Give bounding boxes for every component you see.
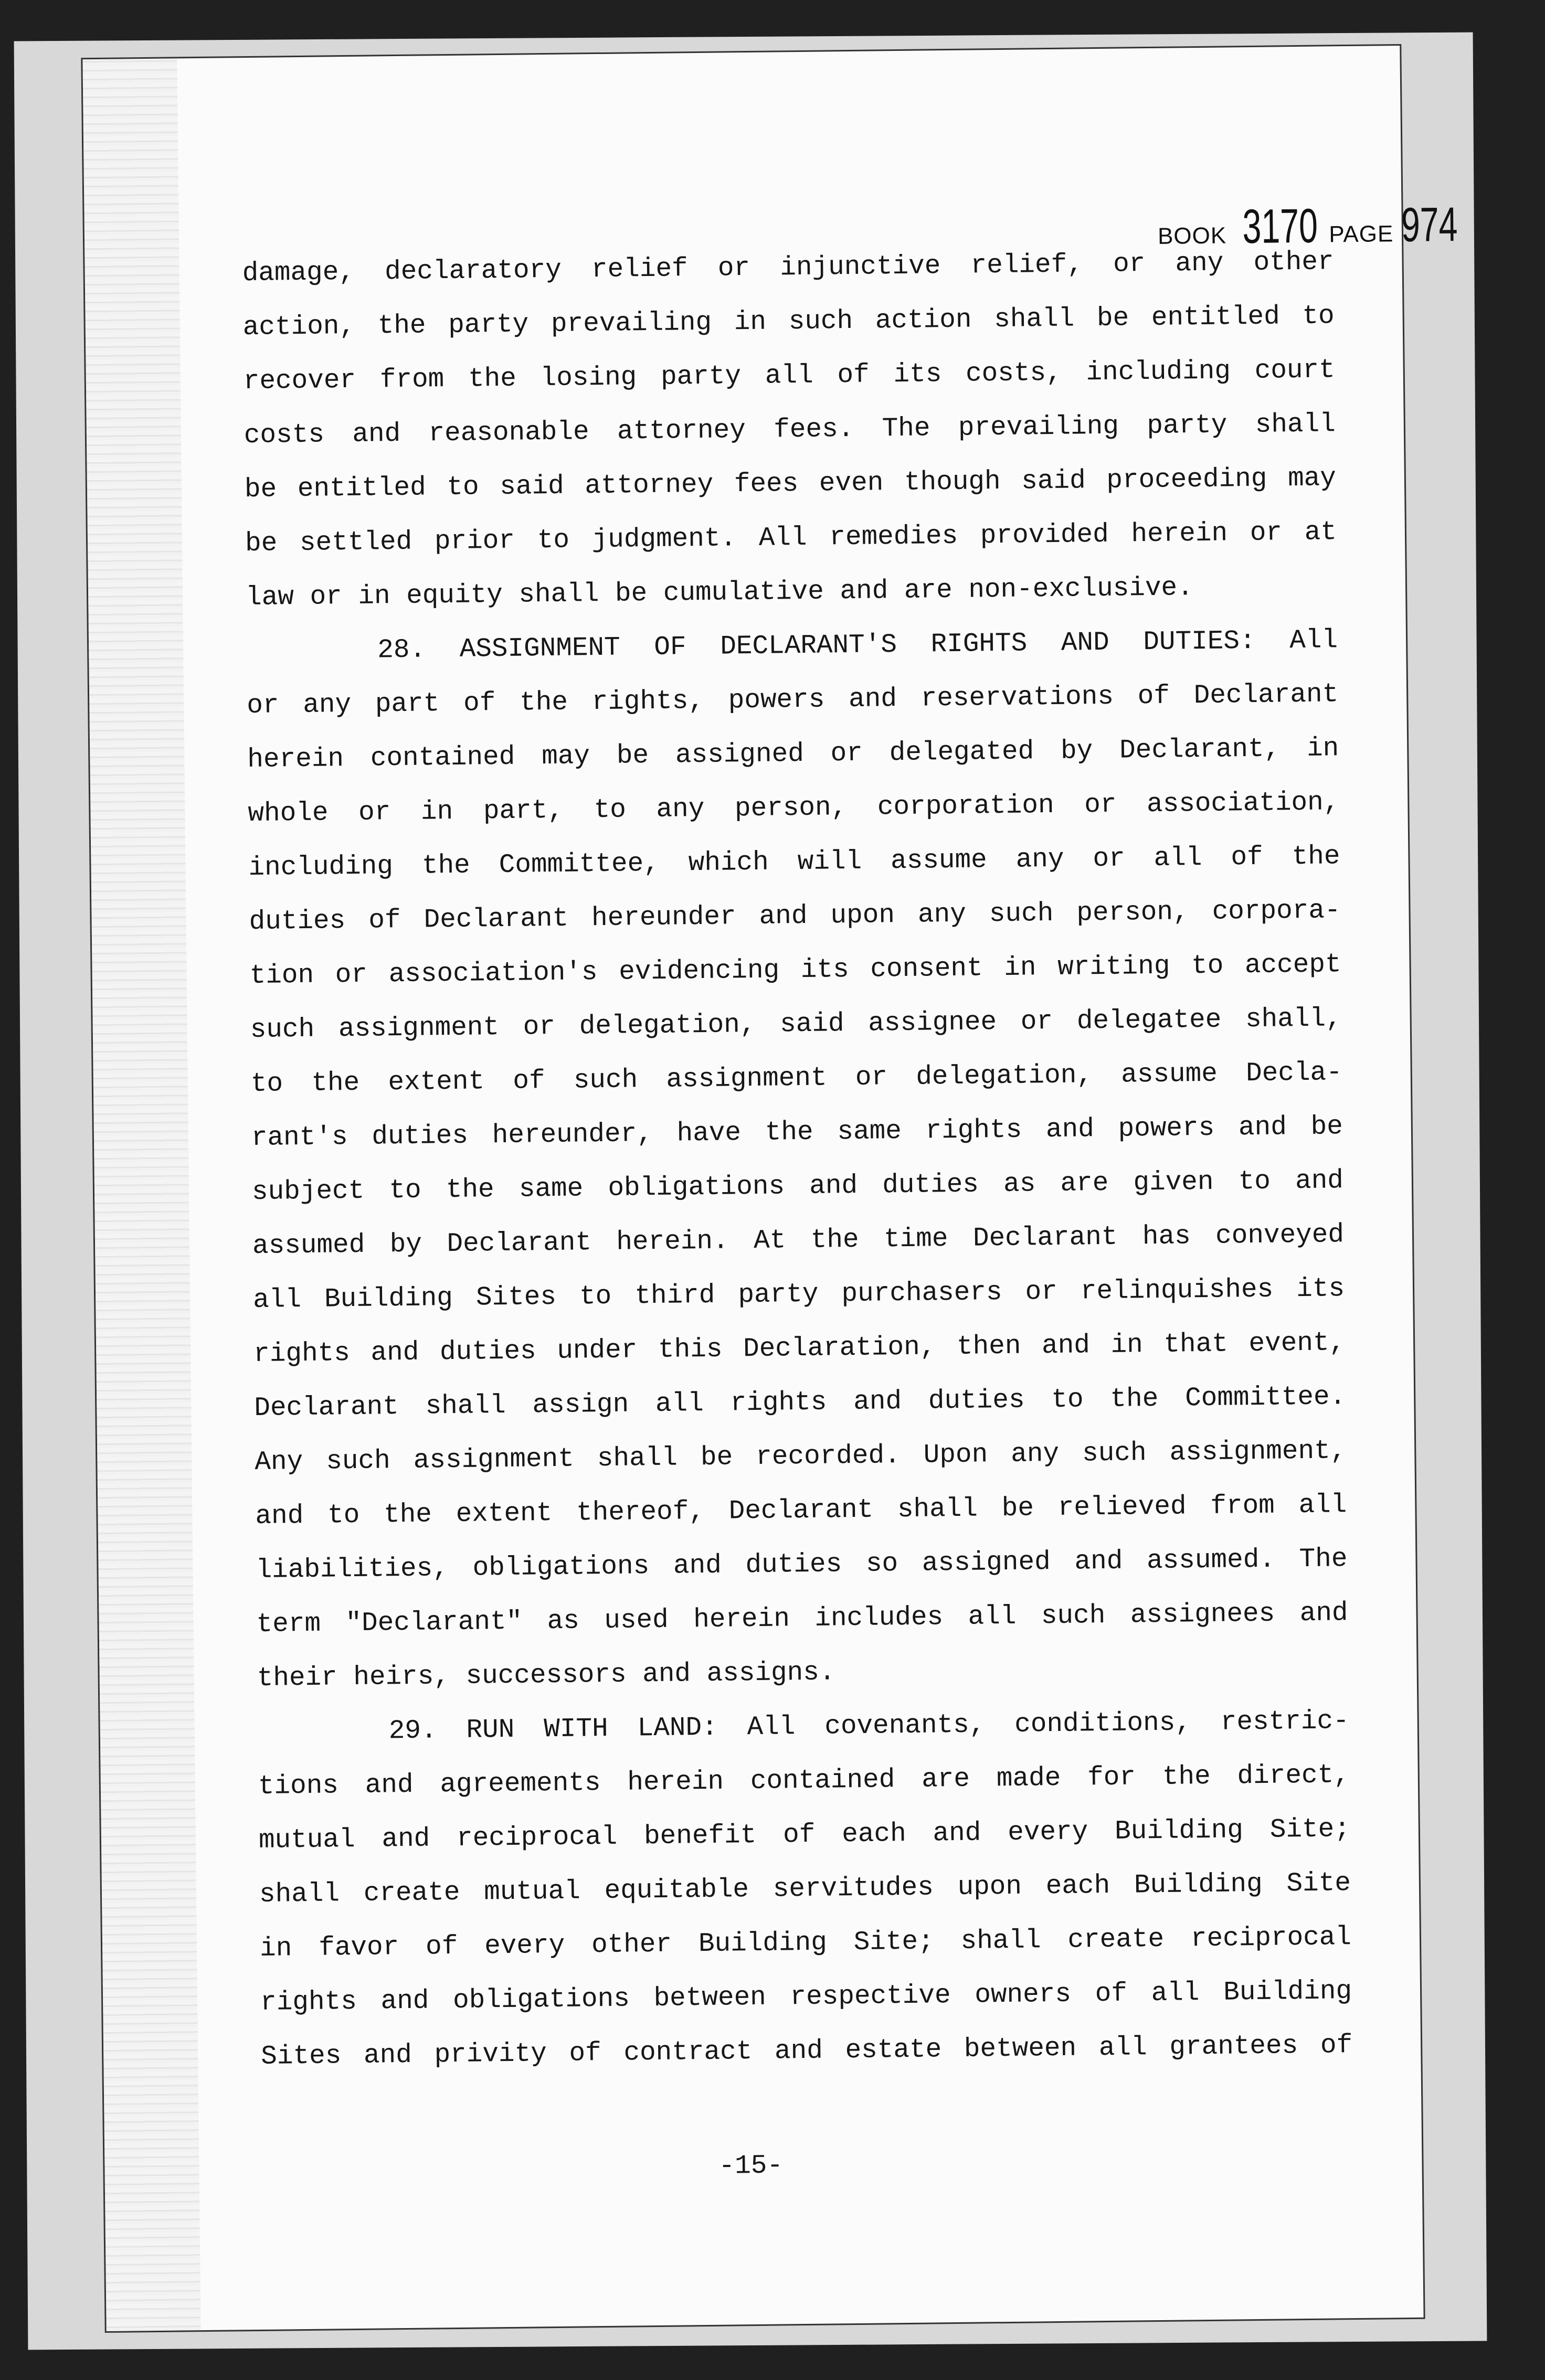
- text-line: tion or association's evidencing its consent in writing to accept: [249, 950, 1341, 992]
- page-number: 974: [1401, 197, 1458, 252]
- text-line: Declarant shall assign all rights and duties to the Committee.: [254, 1382, 1346, 1423]
- text-line: Sites and privity of contract and estate between all grantees of: [260, 2031, 1353, 2072]
- text-line: their heirs, successors and assigns.: [257, 1658, 835, 1694]
- text-line: shall create mutual equitable servitudes upon each Building Site: [259, 1868, 1351, 1910]
- book-label: BOOK: [1157, 222, 1227, 249]
- text-line: such assignment or delegation, said assignee or delegatee shall,: [250, 1004, 1342, 1046]
- text-line: rant's duties hereunder, have the same rights and powers and be: [251, 1112, 1343, 1154]
- book-number: 3170: [1242, 199, 1318, 254]
- text-line: mutual and reciprocal benefit of each and every Building Site;: [258, 1814, 1351, 1856]
- text-line: including the Committee, which will assume any or all of the: [248, 842, 1340, 884]
- text-line: rights and duties under this Declaration, then and in that event,: [253, 1328, 1346, 1369]
- text-line: action, the party prevailing in such action shall be entitled to: [242, 301, 1335, 343]
- text-line: tions and agreements herein contained are made for the direct,: [258, 1760, 1350, 1802]
- text-line: costs and reasonable attorney fees. The prevailing party shall: [244, 409, 1336, 451]
- text-line: be settled prior to judgment. All remedies provided herein or at: [245, 517, 1337, 559]
- page-label: PAGE: [1329, 221, 1394, 248]
- document-body: [242, 235, 1353, 2084]
- text-line: rights and obligations between respective owners of all Building: [260, 1977, 1352, 2018]
- text-line: damage, declaratory relief or injunctive relief, or any other: [242, 247, 1334, 289]
- text-line: in favor of every other Building Site; shall create reciprocal: [259, 1922, 1352, 1964]
- document-page: [82, 46, 1458, 2331]
- text-line: Any such assignment shall be recorded. Upon any such assignment,: [255, 1436, 1347, 1478]
- text-line: assumed by Declarant herein. At the time Declarant has conveyed: [252, 1220, 1345, 1261]
- text-line: herein contained may be assigned or delegated by Declarant, in: [247, 734, 1339, 775]
- text-line: all Building Sites to third party purchasers or relinquishes its: [252, 1274, 1345, 1315]
- text-line: recover from the losing party all of its costs, including court: [243, 355, 1336, 397]
- page-footer-number: -15-: [718, 2151, 784, 2182]
- text-line: be entitled to said attorney fees even though said proceeding may: [244, 463, 1337, 505]
- text-line: and to the extent thereof, Declarant shall be relieved from all: [255, 1490, 1347, 1532]
- section-heading-28: 28. ASSIGNMENT OF DECLARANT'S RIGHTS AND DUTIES: All: [377, 625, 1338, 666]
- text-line: to the extent of such assignment or delegation, assume Decla-: [250, 1058, 1343, 1100]
- text-line: subject to the same obligations and duties as are given to and: [251, 1166, 1344, 1207]
- text-line: or any part of the rights, powers and reservations of Declarant: [247, 679, 1339, 721]
- text-line: whole or in part, to any person, corporation or association,: [248, 788, 1340, 830]
- text-line: law or in equity shall be cumulative and are non-exclusive.: [245, 573, 1194, 613]
- text-line: liabilities, obligations and duties so assigned and assumed. The: [256, 1544, 1348, 1586]
- text-line: duties of Declarant hereunder and upon any such person, corpora-: [249, 896, 1341, 938]
- text-line: term "Declarant" as used herein includes all such assignees and: [256, 1598, 1348, 1640]
- section-heading-29: 29. RUN WITH LAND: All covenants, conditions, restric-: [388, 1706, 1349, 1747]
